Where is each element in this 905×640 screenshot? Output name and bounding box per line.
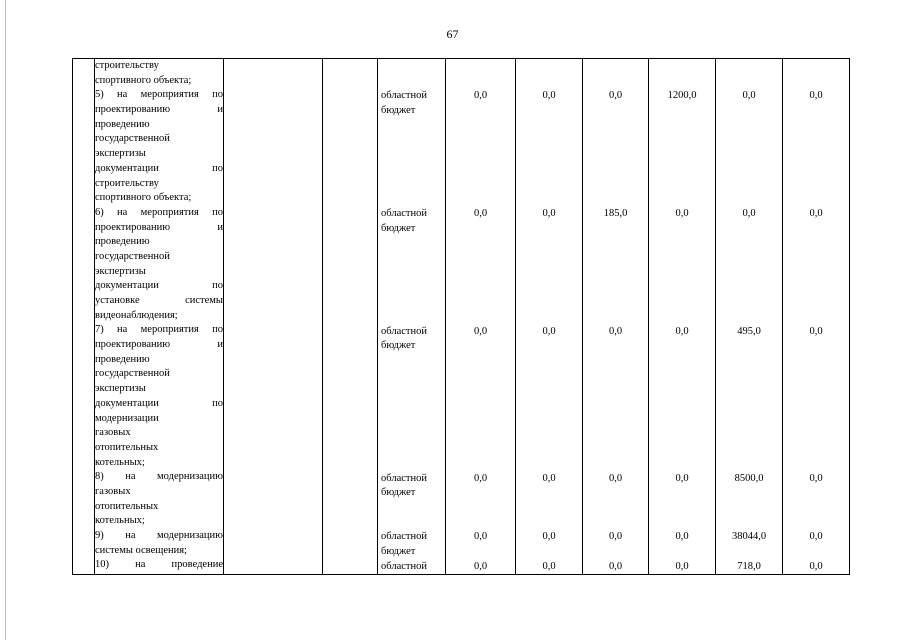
executor-cell xyxy=(224,59,323,575)
description-line: проведению xyxy=(95,118,150,130)
budget-value: 0,0 xyxy=(473,208,488,219)
budget-value: 0,0 xyxy=(608,90,623,102)
description-line: 9) на модернизацию xyxy=(95,530,223,541)
budget-value: 0,0 xyxy=(809,90,823,102)
funding-source-text: областной xyxy=(381,90,427,102)
budget-value: 8500,0 xyxy=(734,472,764,484)
description-line: 5) на мероприятия по xyxy=(95,89,223,101)
value-cell-5 xyxy=(716,59,783,575)
description-line: документации по xyxy=(95,397,223,409)
budget-value: 0,0 xyxy=(675,531,689,543)
budget-value: 0,0 xyxy=(809,208,823,219)
budget-value: 0,0 xyxy=(473,472,488,484)
description-line: экспертизы xyxy=(95,265,146,277)
description-line: проектированию и xyxy=(95,339,223,351)
funding-source-text: областной xyxy=(381,325,427,337)
description-line: видеонаблюдения; xyxy=(95,309,178,321)
description-line: проектированию и xyxy=(95,104,223,116)
description-line: котельных; xyxy=(95,456,145,468)
funding-source-text: бюджет xyxy=(381,340,416,352)
description-line: документации по xyxy=(95,280,223,292)
value-cell-6 xyxy=(783,59,850,575)
budget-value: 185,0 xyxy=(603,208,628,219)
budget-value: 0,0 xyxy=(473,325,488,337)
funding-source-cell xyxy=(378,59,446,575)
funding-source-text: бюджет xyxy=(381,222,416,234)
description-line: государственной xyxy=(95,368,170,380)
funding-source-text: бюджет xyxy=(381,105,416,117)
value-cell-1 xyxy=(446,59,516,575)
value-cell-2 xyxy=(516,59,583,575)
budget-value: 0,0 xyxy=(809,472,823,484)
empty-cell xyxy=(323,59,378,575)
description-line: спортивного объекта; xyxy=(95,192,192,204)
budget-value: 0,0 xyxy=(473,560,488,572)
budget-value: 0,0 xyxy=(473,90,488,102)
description-line: проведению xyxy=(95,353,150,365)
value-cell-4 xyxy=(649,59,716,575)
budget-value: 718,0 xyxy=(737,560,761,572)
budget-value: 0,0 xyxy=(742,90,756,102)
description-line: государственной xyxy=(95,250,170,262)
description-line: котельных; xyxy=(95,515,145,527)
budget-value: 0,0 xyxy=(608,531,623,543)
description-line: 8) на модернизацию xyxy=(95,471,223,483)
description-line: проведению xyxy=(95,236,150,248)
description-line: отопительных xyxy=(95,500,159,512)
budget-value: 495,0 xyxy=(737,325,761,337)
scan-edge-line xyxy=(5,0,6,640)
budget-value: 0,0 xyxy=(473,531,488,543)
description-line: спортивного объекта; xyxy=(95,74,192,86)
budget-value: 0,0 xyxy=(675,208,689,219)
value-cell-3 xyxy=(583,59,649,575)
budget-table xyxy=(72,58,850,575)
description-line: экспертизы xyxy=(95,383,146,395)
index-cell xyxy=(73,59,95,575)
description-line: строительству xyxy=(95,60,159,71)
budget-value: 0,0 xyxy=(608,560,623,572)
description-line: проектированию и xyxy=(95,221,223,233)
description-line: системы освещения; xyxy=(95,544,187,556)
budget-value: 0,0 xyxy=(542,472,556,484)
funding-source-text: бюджет xyxy=(381,487,416,499)
budget-value: 0,0 xyxy=(542,531,556,543)
budget-value: 0,0 xyxy=(542,208,556,219)
description-line: отопительных xyxy=(95,441,159,453)
budget-value: 0,0 xyxy=(809,325,823,337)
budget-value: 1200,0 xyxy=(667,90,697,102)
description-line: 10) на проведение xyxy=(95,559,223,571)
budget-value: 0,0 xyxy=(542,90,556,102)
budget-value: 0,0 xyxy=(542,325,556,337)
description-line: 6) на мероприятия по xyxy=(95,206,223,218)
description-cell xyxy=(95,59,224,575)
funding-source-text: областной xyxy=(381,472,427,484)
description-line: строительству xyxy=(95,177,159,189)
description-line: экспертизы xyxy=(95,148,146,160)
description-line: установке системы xyxy=(95,295,223,306)
description-line: газовых xyxy=(95,427,131,439)
budget-value: 0,0 xyxy=(608,325,623,337)
description-line: государственной xyxy=(95,133,170,145)
funding-source-text: областной xyxy=(381,531,427,543)
budget-value: 0,0 xyxy=(742,208,756,219)
budget-value: 38044,0 xyxy=(731,531,767,543)
budget-value: 0,0 xyxy=(675,560,689,572)
budget-value: 0,0 xyxy=(542,560,556,572)
budget-value: 0,0 xyxy=(675,472,689,484)
funding-source-text: бюджет xyxy=(381,546,416,558)
funding-source-text: областной xyxy=(381,560,427,572)
description-line: модернизации xyxy=(95,412,159,424)
budget-value: 0,0 xyxy=(809,531,823,543)
page-number: 67 xyxy=(446,27,459,41)
budget-value: 0,0 xyxy=(675,325,689,337)
description-line: газовых xyxy=(95,485,131,497)
budget-value: 0,0 xyxy=(608,472,623,484)
budget-value: 0,0 xyxy=(809,560,823,572)
table-row xyxy=(73,59,850,575)
description-line: 7) на мероприятия по xyxy=(95,324,223,336)
funding-source-text: областной xyxy=(381,208,427,219)
description-line: документации по xyxy=(95,162,223,174)
